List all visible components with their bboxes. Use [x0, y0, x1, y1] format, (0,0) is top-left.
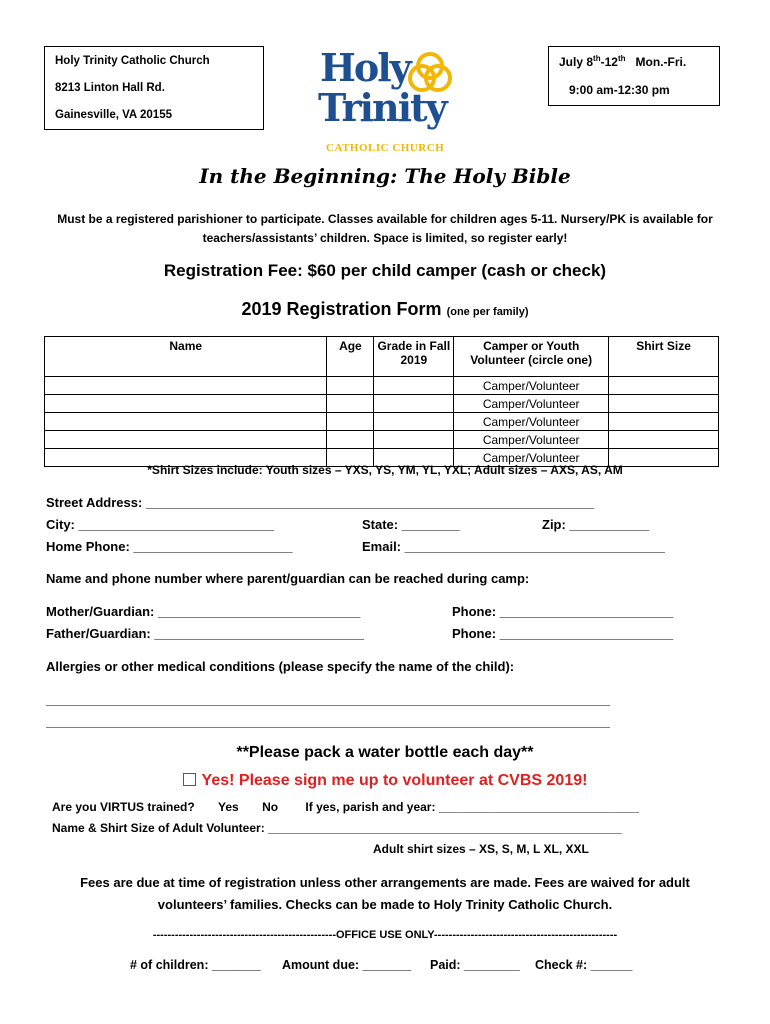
- table-row: [45, 413, 719, 431]
- adult-volunteer-field[interactable]: Name & Shirt Size of Adult Volunteer: _____________________________________________________: [52, 821, 622, 835]
- church-name: Holy Trinity Catholic Church: [55, 55, 210, 67]
- age-cell[interactable]: [327, 431, 374, 449]
- city-field[interactable]: City: ___________________________: [46, 517, 274, 532]
- office-use-divider: --------------------------------------------------OFFICE USE ONLY--------------------------------------------------: [152, 929, 618, 941]
- grade-cell[interactable]: [374, 395, 454, 413]
- name-cell[interactable]: [45, 377, 327, 395]
- virtus-no[interactable]: No: [262, 800, 279, 814]
- registration-fee: Registration Fee: $60 per child camper (cash or check): [163, 261, 607, 280]
- office-amount[interactable]: Amount due: _______: [282, 958, 412, 972]
- program-title: In the Beginning: The Holy Bible: [199, 164, 571, 188]
- office-check[interactable]: Check #: ______: [535, 958, 633, 972]
- header-camper: Camper or Youth Volunteer (circle one): [454, 337, 609, 377]
- age-cell[interactable]: [327, 377, 374, 395]
- grade-cell[interactable]: [374, 377, 454, 395]
- header-name: Name: [45, 337, 327, 377]
- street-address-field[interactable]: Street Address: ______________________________________________________________: [46, 495, 595, 510]
- camper-cell[interactable]: Camper/Volunteer: [454, 395, 609, 413]
- registration-table: [44, 336, 719, 467]
- form-title: 2019 Registration Form (one per family): [241, 299, 529, 319]
- header-grade: Grade in Fall 2019: [374, 337, 454, 377]
- mother-field[interactable]: Mother/Guardian: ____________________________: [46, 604, 361, 619]
- father-field[interactable]: Father/Guardian: _____________________________: [46, 626, 365, 641]
- adult-shirt-sizes: Adult shirt sizes – XS, S, M, L XL, XXL: [373, 842, 589, 856]
- church-city: Gainesville, VA 20155: [55, 109, 172, 121]
- shirt-cell[interactable]: [609, 395, 719, 413]
- allergies-line-1[interactable]: ______________________________________________________________________________: [46, 692, 610, 707]
- header-age: Age: [327, 337, 374, 377]
- camper-cell[interactable]: Camper/Volunteer: [454, 377, 609, 395]
- table-row: [45, 377, 719, 395]
- email-field[interactable]: Email: ____________________________________: [362, 539, 665, 554]
- name-cell[interactable]: [45, 395, 327, 413]
- shirt-cell[interactable]: [609, 431, 719, 449]
- table-row: [45, 395, 719, 413]
- fees-note: Fees are due at time of registration unless other arrangements are made. Fees are waived for adult volunteers’ families. Checks can be made to Holy Trinity Catholic Church.: [80, 875, 690, 912]
- table-row: [45, 431, 719, 449]
- header-shirt: Shirt Size: [609, 337, 719, 377]
- age-cell[interactable]: [327, 413, 374, 431]
- office-children[interactable]: # of children: _______: [130, 958, 261, 972]
- shirt-cell[interactable]: [609, 413, 719, 431]
- date-box: [548, 46, 720, 106]
- allergies-label: Allergies or other medical conditions (please specify the name of the child):: [46, 659, 515, 674]
- mother-phone-field[interactable]: Phone: ________________________: [452, 604, 674, 619]
- state-field[interactable]: State: ________: [362, 517, 460, 532]
- office-paid[interactable]: Paid: ________: [430, 958, 520, 972]
- camper-cell[interactable]: Camper/Volunteer: [454, 431, 609, 449]
- shirt-size-note: *Shirt Sizes include: Youth sizes – YXS, YS, YM, YL, YXL; Adult sizes – AXS, AS, AM: [147, 463, 623, 477]
- virtus-yes[interactable]: Yes: [218, 800, 239, 814]
- grade-cell[interactable]: [374, 413, 454, 431]
- address-box: [44, 46, 264, 130]
- allergies-line-2[interactable]: ______________________________________________________________________________: [46, 714, 610, 729]
- checkbox-icon[interactable]: [183, 773, 196, 786]
- parish-year-field[interactable]: If yes, parish and year: ______________________________: [305, 800, 640, 814]
- father-phone-field[interactable]: Phone: ________________________: [452, 626, 674, 641]
- name-cell[interactable]: [45, 413, 327, 431]
- holy-trinity-logo: Holy Trinity CATHOLIC CHURCH: [318, 44, 468, 162]
- water-bottle-note: **Please pack a water bottle each day**: [236, 744, 534, 761]
- virtus-question: Are you VIRTUS trained? Yes No If yes, parish and year: ______________________________: [52, 800, 640, 814]
- table-header-row: [45, 337, 719, 377]
- guardian-heading: Name and phone number where parent/guardian can be reached during camp:: [46, 571, 530, 586]
- age-cell[interactable]: [327, 395, 374, 413]
- volunteer-signup[interactable]: Yes! Please sign me up to volunteer at CVBS 2019!: [0, 772, 770, 790]
- zip-field[interactable]: Zip: ___________: [542, 517, 649, 532]
- date-range: July 8th-12th Mon.-Fri.: [559, 54, 687, 69]
- days: Mon.-Fri.: [635, 55, 687, 69]
- intro-text: Must be a registered parishioner to participate. Classes available for children ages 5-11. Nursery/PK is available for teachers/assistants’ children. Space is limited, so register early!: [57, 212, 713, 245]
- church-address: 8213 Linton Hall Rd.: [55, 82, 165, 94]
- shirt-cell[interactable]: [609, 377, 719, 395]
- time: 9:00 am-12:30 pm: [569, 83, 670, 97]
- camper-cell[interactable]: Camper/Volunteer: [454, 449, 609, 467]
- grade-cell[interactable]: [374, 431, 454, 449]
- name-cell[interactable]: [45, 431, 327, 449]
- home-phone-field[interactable]: Home Phone: ______________________: [46, 539, 293, 554]
- camper-cell[interactable]: Camper/Volunteer: [454, 413, 609, 431]
